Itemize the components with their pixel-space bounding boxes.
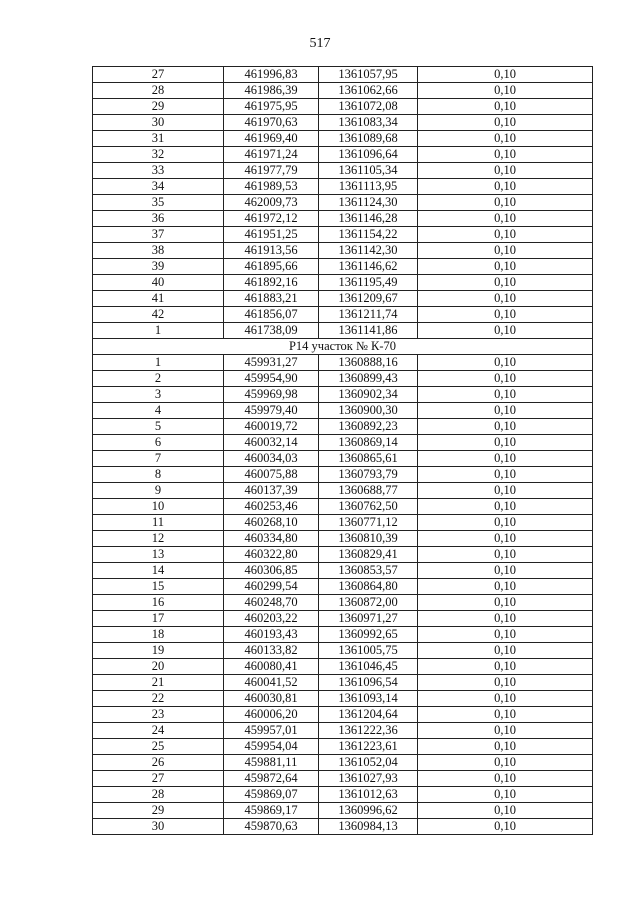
x-coordinate-cell: 461892,16 xyxy=(224,275,319,291)
y-coordinate-cell: 1360900,30 xyxy=(319,403,418,419)
x-coordinate-cell: 461856,07 xyxy=(224,307,319,323)
y-coordinate-cell: 1360829,41 xyxy=(319,547,418,563)
table-row xyxy=(93,419,593,435)
accuracy-cell: 0,10 xyxy=(418,275,593,291)
table-row xyxy=(93,739,593,755)
accuracy-cell: 0,10 xyxy=(418,787,593,803)
x-coordinate-cell: 460030,81 xyxy=(224,691,319,707)
y-coordinate-cell: 1360688,77 xyxy=(319,483,418,499)
y-coordinate-cell: 1360888,16 xyxy=(319,355,418,371)
accuracy-cell: 0,10 xyxy=(418,659,593,675)
accuracy-cell: 0,10 xyxy=(418,83,593,99)
table-row xyxy=(93,387,593,403)
accuracy-cell: 0,10 xyxy=(418,627,593,643)
point-number-cell: 4 xyxy=(93,403,224,419)
point-number-cell: 29 xyxy=(93,99,224,115)
y-coordinate-cell: 1361211,74 xyxy=(319,307,418,323)
y-coordinate-cell: 1361222,36 xyxy=(319,723,418,739)
accuracy-cell: 0,10 xyxy=(418,371,593,387)
y-coordinate-cell: 1360899,43 xyxy=(319,371,418,387)
point-number-cell: 35 xyxy=(93,195,224,211)
table-row xyxy=(93,259,593,275)
accuracy-cell: 0,10 xyxy=(418,739,593,755)
accuracy-cell: 0,10 xyxy=(418,579,593,595)
table-row xyxy=(93,131,593,147)
x-coordinate-cell: 461951,25 xyxy=(224,227,319,243)
y-coordinate-cell: 1361195,49 xyxy=(319,275,418,291)
y-coordinate-cell: 1360853,57 xyxy=(319,563,418,579)
accuracy-cell: 0,10 xyxy=(418,467,593,483)
y-coordinate-cell: 1361072,08 xyxy=(319,99,418,115)
accuracy-cell: 0,10 xyxy=(418,67,593,83)
y-coordinate-cell: 1361046,45 xyxy=(319,659,418,675)
accuracy-cell: 0,10 xyxy=(418,723,593,739)
accuracy-cell: 0,10 xyxy=(418,115,593,131)
section-header-row xyxy=(93,339,593,355)
y-coordinate-cell: 1360996,62 xyxy=(319,803,418,819)
point-number-cell: 30 xyxy=(93,819,224,835)
accuracy-cell: 0,10 xyxy=(418,547,593,563)
point-number-cell: 32 xyxy=(93,147,224,163)
x-coordinate-cell: 461883,21 xyxy=(224,291,319,307)
point-number-cell: 31 xyxy=(93,131,224,147)
accuracy-cell: 0,10 xyxy=(418,387,593,403)
table-row xyxy=(93,67,593,83)
x-coordinate-cell: 459957,01 xyxy=(224,723,319,739)
x-coordinate-cell: 460299,54 xyxy=(224,579,319,595)
x-coordinate-cell: 460268,10 xyxy=(224,515,319,531)
x-coordinate-cell: 460322,80 xyxy=(224,547,319,563)
y-coordinate-cell: 1360992,65 xyxy=(319,627,418,643)
y-coordinate-cell: 1361012,63 xyxy=(319,787,418,803)
table-row xyxy=(93,115,593,131)
table-row xyxy=(93,659,593,675)
table-row xyxy=(93,451,593,467)
x-coordinate-cell: 460137,39 xyxy=(224,483,319,499)
table-row xyxy=(93,787,593,803)
y-coordinate-cell: 1360971,27 xyxy=(319,611,418,627)
accuracy-cell: 0,10 xyxy=(418,707,593,723)
point-number-cell: 6 xyxy=(93,435,224,451)
table-row xyxy=(93,643,593,659)
accuracy-cell: 0,10 xyxy=(418,675,593,691)
accuracy-cell: 0,10 xyxy=(418,355,593,371)
y-coordinate-cell: 1360869,14 xyxy=(319,435,418,451)
accuracy-cell: 0,10 xyxy=(418,499,593,515)
x-coordinate-cell: 459969,98 xyxy=(224,387,319,403)
x-coordinate-cell: 461989,53 xyxy=(224,179,319,195)
x-coordinate-cell: 461977,79 xyxy=(224,163,319,179)
table-row xyxy=(93,499,593,515)
point-number-cell: 25 xyxy=(93,739,224,755)
point-number-cell: 2 xyxy=(93,371,224,387)
accuracy-cell: 0,10 xyxy=(418,451,593,467)
point-number-cell: 28 xyxy=(93,83,224,99)
y-coordinate-cell: 1361089,68 xyxy=(319,131,418,147)
point-number-cell: 40 xyxy=(93,275,224,291)
point-number-cell: 1 xyxy=(93,355,224,371)
x-coordinate-cell: 459931,27 xyxy=(224,355,319,371)
x-coordinate-cell: 459869,07 xyxy=(224,787,319,803)
table-row xyxy=(93,611,593,627)
point-number-cell: 22 xyxy=(93,691,224,707)
table-row xyxy=(93,771,593,787)
accuracy-cell: 0,10 xyxy=(418,755,593,771)
accuracy-cell: 0,10 xyxy=(418,307,593,323)
point-number-cell: 27 xyxy=(93,771,224,787)
table-row xyxy=(93,227,593,243)
table-row xyxy=(93,211,593,227)
point-number-cell: 38 xyxy=(93,243,224,259)
y-coordinate-cell: 1361209,67 xyxy=(319,291,418,307)
y-coordinate-cell: 1361096,54 xyxy=(319,675,418,691)
y-coordinate-cell: 1361062,66 xyxy=(319,83,418,99)
table-row xyxy=(93,755,593,771)
table-row xyxy=(93,691,593,707)
accuracy-cell: 0,10 xyxy=(418,803,593,819)
x-coordinate-cell: 459881,11 xyxy=(224,755,319,771)
table-row xyxy=(93,515,593,531)
accuracy-cell: 0,10 xyxy=(418,195,593,211)
x-coordinate-cell: 462009,73 xyxy=(224,195,319,211)
table-row xyxy=(93,531,593,547)
y-coordinate-cell: 1360793,79 xyxy=(319,467,418,483)
y-coordinate-cell: 1360771,12 xyxy=(319,515,418,531)
table-row xyxy=(93,307,593,323)
point-number-cell: 41 xyxy=(93,291,224,307)
x-coordinate-cell: 461970,63 xyxy=(224,115,319,131)
y-coordinate-cell: 1360864,80 xyxy=(319,579,418,595)
accuracy-cell: 0,10 xyxy=(418,771,593,787)
point-number-cell: 28 xyxy=(93,787,224,803)
y-coordinate-cell: 1361113,95 xyxy=(319,179,418,195)
page-number: 517 xyxy=(309,36,331,51)
point-number-cell: 16 xyxy=(93,595,224,611)
table-row xyxy=(93,323,593,339)
accuracy-cell: 0,10 xyxy=(418,99,593,115)
x-coordinate-cell: 460006,20 xyxy=(224,707,319,723)
point-number-cell: 20 xyxy=(93,659,224,675)
table-row xyxy=(93,243,593,259)
point-number-cell: 5 xyxy=(93,419,224,435)
point-number-cell: 21 xyxy=(93,675,224,691)
x-coordinate-cell: 460080,41 xyxy=(224,659,319,675)
y-coordinate-cell: 1361057,95 xyxy=(319,67,418,83)
table-row xyxy=(93,627,593,643)
y-coordinate-cell: 1360902,34 xyxy=(319,387,418,403)
y-coordinate-cell: 1360762,50 xyxy=(319,499,418,515)
table-row xyxy=(93,99,593,115)
y-coordinate-cell: 1360872,00 xyxy=(319,595,418,611)
x-coordinate-cell: 460253,46 xyxy=(224,499,319,515)
point-number-cell: 15 xyxy=(93,579,224,595)
point-number-cell: 33 xyxy=(93,163,224,179)
table-row xyxy=(93,179,593,195)
point-number-cell: 9 xyxy=(93,483,224,499)
table-row xyxy=(93,291,593,307)
y-coordinate-cell: 1360810,39 xyxy=(319,531,418,547)
table-row xyxy=(93,355,593,371)
point-number-cell: 27 xyxy=(93,67,224,83)
accuracy-cell: 0,10 xyxy=(418,163,593,179)
x-coordinate-cell: 459872,64 xyxy=(224,771,319,787)
point-number-cell: 17 xyxy=(93,611,224,627)
table-row xyxy=(93,563,593,579)
y-coordinate-cell: 1361093,14 xyxy=(319,691,418,707)
point-number-cell: 30 xyxy=(93,115,224,131)
x-coordinate-cell: 461969,40 xyxy=(224,131,319,147)
y-coordinate-cell: 1361142,30 xyxy=(319,243,418,259)
accuracy-cell: 0,10 xyxy=(418,483,593,499)
accuracy-cell: 0,10 xyxy=(418,563,593,579)
x-coordinate-cell: 460019,72 xyxy=(224,419,319,435)
point-number-cell: 26 xyxy=(93,755,224,771)
point-number-cell: 36 xyxy=(93,211,224,227)
x-coordinate-cell: 460248,70 xyxy=(224,595,319,611)
point-number-cell: 10 xyxy=(93,499,224,515)
x-coordinate-cell: 460034,03 xyxy=(224,451,319,467)
point-number-cell: 12 xyxy=(93,531,224,547)
point-number-cell: 37 xyxy=(93,227,224,243)
y-coordinate-cell: 1361052,04 xyxy=(319,755,418,771)
y-coordinate-cell: 1361096,64 xyxy=(319,147,418,163)
x-coordinate-cell: 460193,43 xyxy=(224,627,319,643)
accuracy-cell: 0,10 xyxy=(418,595,593,611)
x-coordinate-cell: 459870,63 xyxy=(224,819,319,835)
x-coordinate-cell: 461913,56 xyxy=(224,243,319,259)
table-row xyxy=(93,483,593,499)
table-row xyxy=(93,467,593,483)
y-coordinate-cell: 1361146,28 xyxy=(319,211,418,227)
x-coordinate-cell: 459954,04 xyxy=(224,739,319,755)
x-coordinate-cell: 461986,39 xyxy=(224,83,319,99)
accuracy-cell: 0,10 xyxy=(418,259,593,275)
x-coordinate-cell: 459979,40 xyxy=(224,403,319,419)
y-coordinate-cell: 1360865,61 xyxy=(319,451,418,467)
x-coordinate-cell: 461971,24 xyxy=(224,147,319,163)
y-coordinate-cell: 1361124,30 xyxy=(319,195,418,211)
accuracy-cell: 0,10 xyxy=(418,419,593,435)
x-coordinate-cell: 461996,83 xyxy=(224,67,319,83)
table-row xyxy=(93,403,593,419)
y-coordinate-cell: 1360892,23 xyxy=(319,419,418,435)
accuracy-cell: 0,10 xyxy=(418,611,593,627)
point-number-cell: 23 xyxy=(93,707,224,723)
x-coordinate-cell: 460203,22 xyxy=(224,611,319,627)
accuracy-cell: 0,10 xyxy=(418,243,593,259)
y-coordinate-cell: 1361027,93 xyxy=(319,771,418,787)
point-number-cell: 19 xyxy=(93,643,224,659)
y-coordinate-cell: 1361154,22 xyxy=(319,227,418,243)
table-row xyxy=(93,547,593,563)
y-coordinate-cell: 1361223,61 xyxy=(319,739,418,755)
accuracy-cell: 0,10 xyxy=(418,211,593,227)
x-coordinate-cell: 461972,12 xyxy=(224,211,319,227)
point-number-cell: 7 xyxy=(93,451,224,467)
accuracy-cell: 0,10 xyxy=(418,643,593,659)
accuracy-cell: 0,10 xyxy=(418,691,593,707)
table-row xyxy=(93,195,593,211)
point-number-cell: 1 xyxy=(93,323,224,339)
point-number-cell: 42 xyxy=(93,307,224,323)
x-coordinate-cell: 460041,52 xyxy=(224,675,319,691)
table-row xyxy=(93,803,593,819)
y-coordinate-cell: 1361204,64 xyxy=(319,707,418,723)
point-number-cell: 14 xyxy=(93,563,224,579)
point-number-cell: 39 xyxy=(93,259,224,275)
accuracy-cell: 0,10 xyxy=(418,531,593,547)
point-number-cell: 11 xyxy=(93,515,224,531)
y-coordinate-cell: 1361146,62 xyxy=(319,259,418,275)
y-coordinate-cell: 1361005,75 xyxy=(319,643,418,659)
point-number-cell: 24 xyxy=(93,723,224,739)
accuracy-cell: 0,10 xyxy=(418,435,593,451)
table-row xyxy=(93,707,593,723)
x-coordinate-cell: 459869,17 xyxy=(224,803,319,819)
table-row xyxy=(93,163,593,179)
accuracy-cell: 0,10 xyxy=(418,131,593,147)
table-row xyxy=(93,579,593,595)
table-row xyxy=(93,275,593,291)
coordinates-table xyxy=(92,66,593,835)
point-number-cell: 29 xyxy=(93,803,224,819)
table-row xyxy=(93,83,593,99)
point-number-cell: 3 xyxy=(93,387,224,403)
point-number-cell: 13 xyxy=(93,547,224,563)
table-row xyxy=(93,723,593,739)
x-coordinate-cell: 460032,14 xyxy=(224,435,319,451)
coordinates-table-body xyxy=(93,67,593,835)
accuracy-cell: 0,10 xyxy=(418,291,593,307)
x-coordinate-cell: 461975,95 xyxy=(224,99,319,115)
table-row xyxy=(93,147,593,163)
y-coordinate-cell: 1361105,34 xyxy=(319,163,418,179)
accuracy-cell: 0,10 xyxy=(418,179,593,195)
accuracy-cell: 0,10 xyxy=(418,403,593,419)
x-coordinate-cell: 459954,90 xyxy=(224,371,319,387)
accuracy-cell: 0,10 xyxy=(418,147,593,163)
table-row xyxy=(93,675,593,691)
x-coordinate-cell: 460306,85 xyxy=(224,563,319,579)
point-number-cell: 18 xyxy=(93,627,224,643)
table-row xyxy=(93,819,593,835)
accuracy-cell: 0,10 xyxy=(418,227,593,243)
point-number-cell: 34 xyxy=(93,179,224,195)
table-row xyxy=(93,435,593,451)
accuracy-cell: 0,10 xyxy=(418,515,593,531)
y-coordinate-cell: 1361083,34 xyxy=(319,115,418,131)
x-coordinate-cell: 460075,88 xyxy=(224,467,319,483)
y-coordinate-cell: 1360984,13 xyxy=(319,819,418,835)
x-coordinate-cell: 460334,80 xyxy=(224,531,319,547)
point-number-cell: 8 xyxy=(93,467,224,483)
x-coordinate-cell: 461738,09 xyxy=(224,323,319,339)
accuracy-cell: 0,10 xyxy=(418,819,593,835)
x-coordinate-cell: 461895,66 xyxy=(224,259,319,275)
table-row xyxy=(93,595,593,611)
x-coordinate-cell: 460133,82 xyxy=(224,643,319,659)
accuracy-cell: 0,10 xyxy=(418,323,593,339)
section-header-cell: Р14 участок № К-70 xyxy=(93,339,593,355)
table-row xyxy=(93,371,593,387)
y-coordinate-cell: 1361141,86 xyxy=(319,323,418,339)
